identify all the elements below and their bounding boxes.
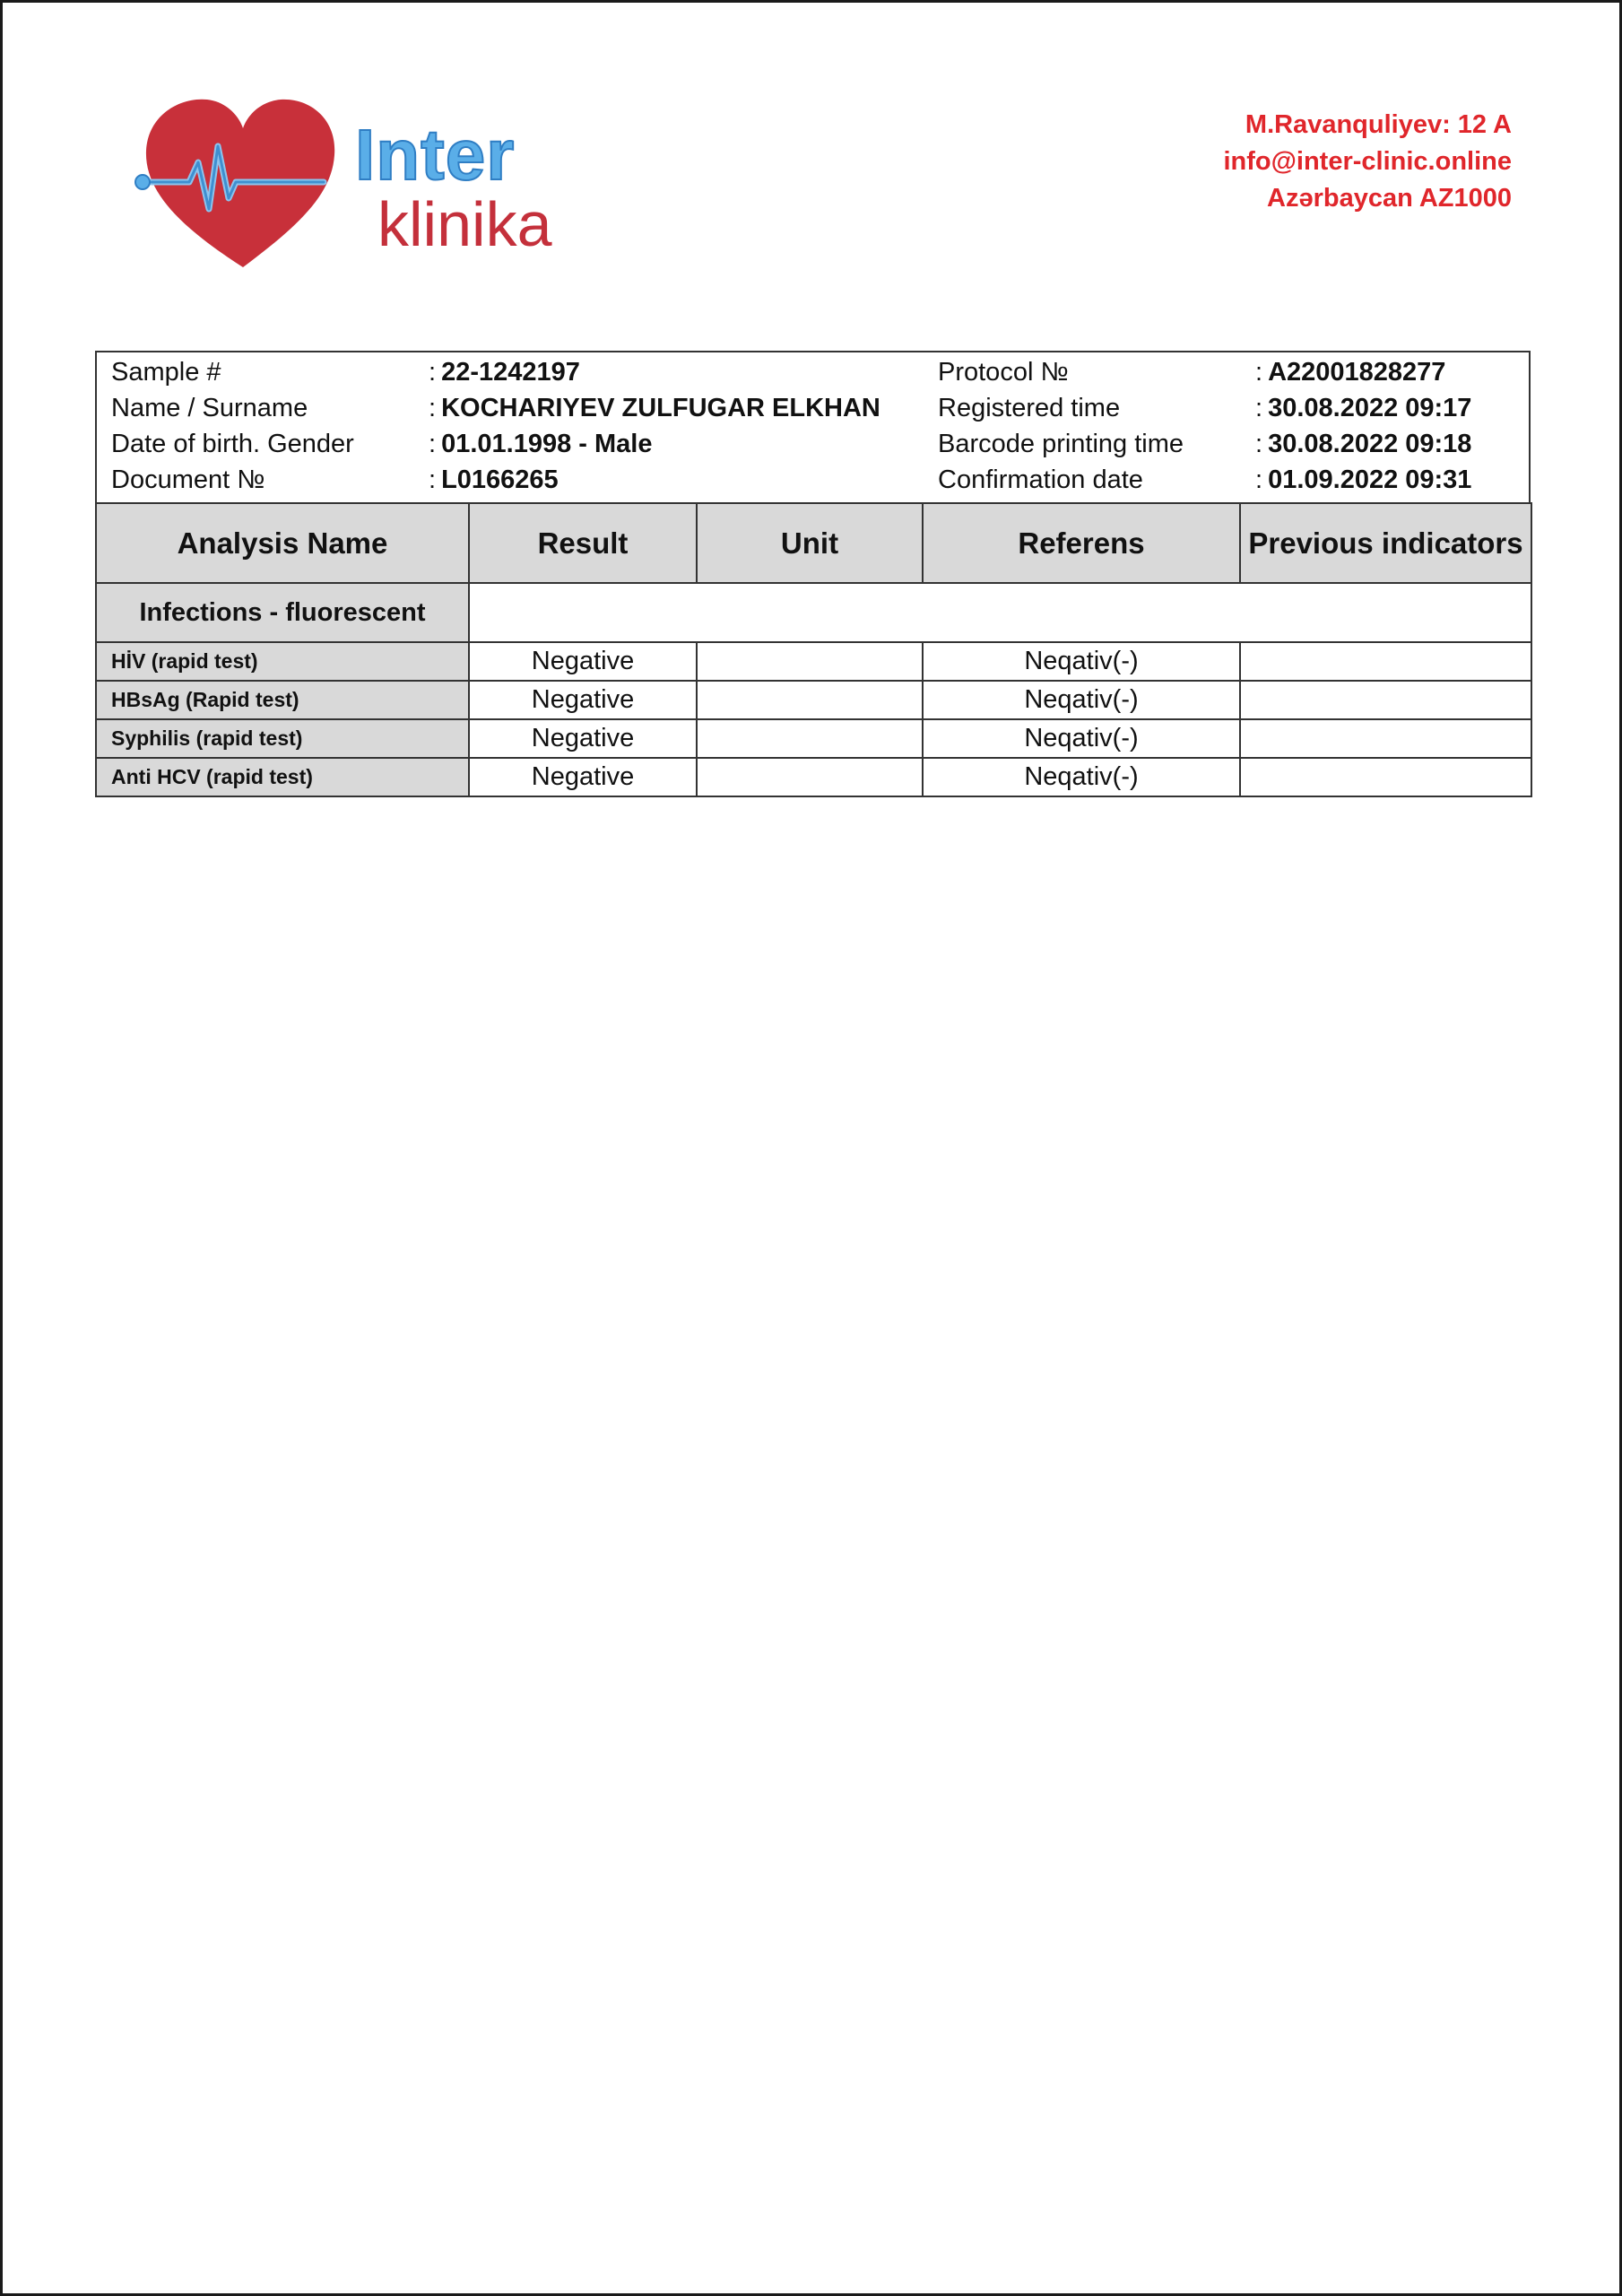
header-analysis-name: Analysis Name xyxy=(96,503,469,583)
clinic-logo xyxy=(126,92,575,272)
confirmation-value: : 01.09.2022 09:31 xyxy=(1255,465,1472,494)
unit-cell xyxy=(697,719,923,758)
logo-word-inter: Inter xyxy=(355,115,516,195)
analysis-name: HBsAg (Rapid test) xyxy=(96,681,469,719)
unit-cell xyxy=(697,681,923,719)
reference-cell: Neqativ(-) xyxy=(923,758,1240,796)
result-cell: Negative xyxy=(469,758,697,796)
info-row xyxy=(97,354,1529,390)
previous-cell xyxy=(1240,642,1531,681)
registered-label: Registered time xyxy=(938,394,1121,422)
analysis-name: Syphilis (rapid test) xyxy=(96,719,469,758)
group-title: Infections - fluorescent xyxy=(96,583,469,642)
previous-cell xyxy=(1240,681,1531,719)
unit-cell xyxy=(697,758,923,796)
results-table xyxy=(95,502,1532,797)
table-row xyxy=(96,681,1531,719)
table-header-row xyxy=(96,503,1531,583)
group-empty-cell xyxy=(469,583,1531,642)
group-row xyxy=(96,583,1531,642)
info-row xyxy=(97,390,1529,426)
logo-word-klinika: klinika xyxy=(377,189,552,259)
reference-cell: Neqativ(-) xyxy=(923,681,1240,719)
dob-value: : 01.01.1998 - Male xyxy=(429,430,653,458)
table-row xyxy=(96,758,1531,796)
analysis-name: Anti HCV (rapid test) xyxy=(96,758,469,796)
name-label: Name / Surname xyxy=(111,394,308,422)
confirmation-label: Confirmation date xyxy=(938,465,1143,494)
result-cell: Negative xyxy=(469,642,697,681)
header-referens: Referens xyxy=(923,503,1240,583)
dob-label: Date of birth. Gender xyxy=(111,430,354,458)
barcode-value: : 30.08.2022 09:18 xyxy=(1255,430,1472,458)
header-result: Result xyxy=(469,503,697,583)
address-country: Azərbaycan AZ1000 xyxy=(1267,184,1512,213)
document-value: : L0166265 xyxy=(429,465,559,494)
reference-cell: Neqativ(-) xyxy=(923,642,1240,681)
name-value: : KOCHARIYEV ZULFUGAR ELKHAN xyxy=(429,394,880,422)
previous-cell xyxy=(1240,758,1531,796)
protocol-label: Protocol № xyxy=(938,358,1069,387)
protocol-value: : A22001828277 xyxy=(1255,358,1446,387)
table-row xyxy=(96,719,1531,758)
barcode-label: Barcode printing time xyxy=(938,430,1184,458)
reference-cell: Neqativ(-) xyxy=(923,719,1240,758)
previous-cell xyxy=(1240,719,1531,758)
sample-value: : 22-1242197 xyxy=(429,358,580,387)
header-previous-indicators: Previous indicators xyxy=(1240,503,1531,583)
info-row xyxy=(97,426,1529,462)
unit-cell xyxy=(697,642,923,681)
result-cell: Negative xyxy=(469,681,697,719)
info-row xyxy=(97,462,1529,498)
patient-info-box xyxy=(95,351,1531,503)
registered-value: : 30.08.2022 09:17 xyxy=(1255,394,1472,422)
analysis-name: HİV (rapid test) xyxy=(96,642,469,681)
sample-label: Sample # xyxy=(111,358,221,387)
document-label: Document № xyxy=(111,465,265,494)
table-row xyxy=(96,642,1531,681)
address-street: M.Ravanquliyev: 12 A xyxy=(1245,110,1512,139)
result-cell: Negative xyxy=(469,719,697,758)
address-email: info@inter-clinic.online xyxy=(1223,147,1512,176)
header-unit: Unit xyxy=(697,503,923,583)
clinic-address xyxy=(1223,107,1512,217)
heart-logo-icon xyxy=(126,92,360,272)
